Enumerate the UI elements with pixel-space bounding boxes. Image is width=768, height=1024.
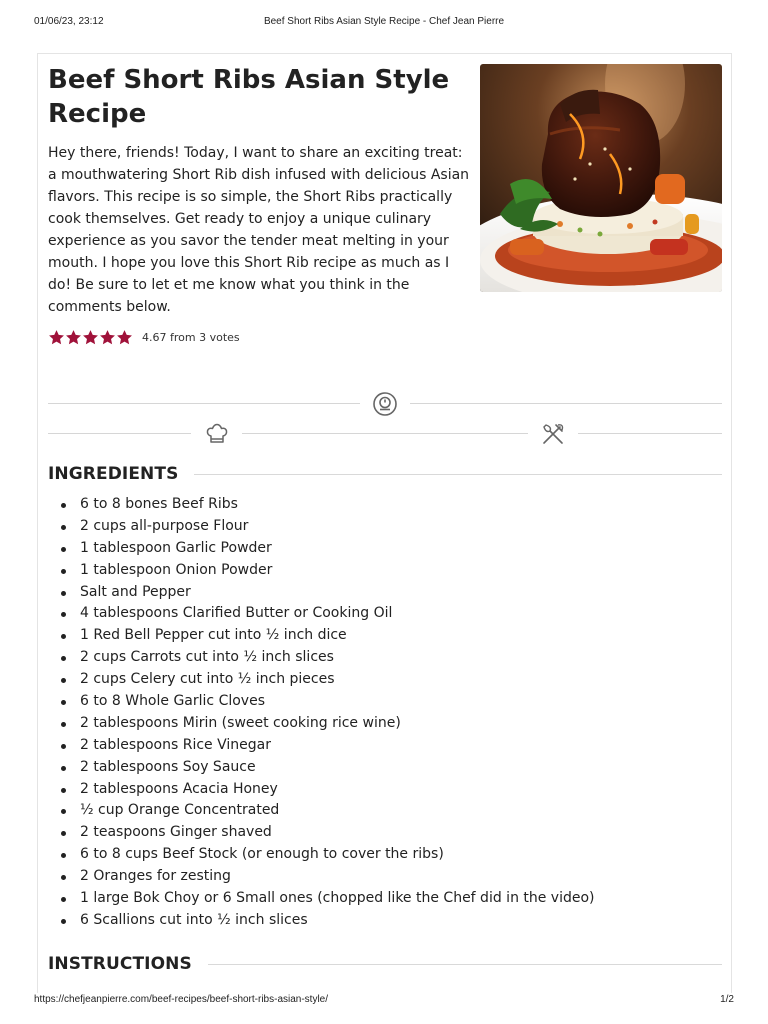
recipe-hero-image xyxy=(480,64,722,292)
ingredient-item xyxy=(48,822,708,844)
ingredient-text: 2 cups all-purpose Flour xyxy=(80,517,249,534)
ingredient-item xyxy=(48,603,708,625)
ingredient-text: 1 Red Bell Pepper cut into ½ inch dice xyxy=(80,627,347,644)
ingredient-text: 4 tablespoons Clarified Butter or Cooking Oil xyxy=(80,605,393,622)
ingredient-item xyxy=(48,735,708,757)
bullet xyxy=(61,853,66,858)
bullet xyxy=(61,722,66,727)
bullet xyxy=(61,591,66,596)
ingredient-item xyxy=(48,538,708,560)
ingredient-item xyxy=(48,800,708,822)
ingredient-text: ½ cup Orange Concentrated xyxy=(80,802,280,819)
star-icon[interactable] xyxy=(99,329,116,346)
bullet xyxy=(61,831,66,836)
star-icon[interactable] xyxy=(116,329,133,346)
bullet xyxy=(61,919,66,924)
ingredient-item xyxy=(48,669,708,691)
ingredients-title: INGREDIENTS xyxy=(48,464,179,484)
ingredient-item xyxy=(48,844,708,866)
ingredient-item xyxy=(48,516,708,538)
ingredient-item xyxy=(48,757,708,779)
ingredient-text: 2 tablespoons Rice Vinegar xyxy=(80,736,271,753)
ingredient-text: 2 tablespoons Soy Sauce xyxy=(80,758,256,775)
ingredient-text: 2 tablespoons Acacia Honey xyxy=(80,780,278,797)
bullet xyxy=(61,875,66,880)
print-page-title: Beef Short Ribs Asian Style Recipe - Chef Jean Pierre xyxy=(263,16,505,27)
rating-stars[interactable] xyxy=(48,329,133,346)
divider-line xyxy=(242,433,528,434)
ingredient-text: 1 large Bok Choy or 6 Small ones (chopped like the Chef did in the video) xyxy=(80,890,595,907)
divider-line xyxy=(48,403,360,404)
instructions-title: INSTRUCTIONS xyxy=(48,954,192,974)
rating-text: 4.67 from 3 votes xyxy=(142,330,240,344)
divider-line xyxy=(48,433,191,434)
divider-line xyxy=(410,403,722,404)
divider-row-servings xyxy=(48,421,722,447)
section-rule xyxy=(194,474,722,475)
ingredient-item xyxy=(48,582,708,604)
bullet xyxy=(61,569,66,574)
section-rule xyxy=(208,964,722,965)
bullet xyxy=(61,503,66,508)
ingredient-item xyxy=(48,779,708,801)
ingredient-item xyxy=(48,866,708,888)
ingredient-item xyxy=(48,560,708,582)
bullet xyxy=(61,744,66,749)
ingredient-text: 2 teaspoons Ginger shaved xyxy=(80,824,272,841)
print-datetime: 01/06/23, 23:12 xyxy=(34,16,104,27)
ingredient-text: 1 tablespoon Onion Powder xyxy=(80,561,273,578)
bullet xyxy=(61,612,66,617)
bullet xyxy=(61,897,66,902)
ingredient-text: 6 to 8 cups Beef Stock (or enough to cover the ribs) xyxy=(80,846,444,863)
instructions-header xyxy=(48,952,722,976)
divider-line xyxy=(578,433,722,434)
ingredient-item xyxy=(48,713,708,735)
ingredient-item xyxy=(48,888,708,910)
print-page-number: 1/2 xyxy=(720,994,734,1005)
ingredient-text: 2 tablespoons Mirin (sweet cooking rice wine) xyxy=(80,714,401,731)
chef-hat-icon xyxy=(204,421,230,447)
ingredient-text: 6 to 8 Whole Garlic Cloves xyxy=(80,693,265,710)
bullet xyxy=(61,525,66,530)
bullet xyxy=(61,678,66,683)
ingredient-text: 1 tablespoon Garlic Powder xyxy=(80,539,272,556)
bullet xyxy=(61,700,66,705)
ingredient-item xyxy=(48,691,708,713)
divider-row-times xyxy=(48,391,722,417)
ingredient-text: Salt and Pepper xyxy=(80,583,191,600)
timer-icon xyxy=(372,391,398,417)
ingredient-text: 6 to 8 bones Beef Ribs xyxy=(80,496,238,512)
bullet xyxy=(61,547,66,552)
ingredient-text: 6 Scallions cut into ½ inch slices xyxy=(80,911,308,928)
ingredient-item xyxy=(48,647,708,669)
bullet xyxy=(61,656,66,661)
bullet xyxy=(61,809,66,814)
ingredient-item xyxy=(48,910,708,932)
star-icon[interactable] xyxy=(48,329,65,346)
ingredient-item xyxy=(48,494,708,516)
recipe-intro: Hey there, friends! Today, I want to share an exciting treat: a mouthwatering Short Rib dish infused with delicious Asian flavors. This recipe is so simple, the Short Ribs practically cook themselves. Get ready to enjoy a unique culinary experience as you savor the tender meat melting in your mouth. I hope you love this Short Rib recipe as much as I do! Be sure to let et me know what you think in the comments below. xyxy=(48,145,470,315)
star-icon[interactable] xyxy=(82,329,99,346)
star-icon[interactable] xyxy=(65,329,82,346)
print-url: https://chefjeanpierre.com/beef-recipes/beef-short-ribs-asian-style/ xyxy=(34,994,329,1005)
ingredients-header xyxy=(48,462,722,486)
ingredients-list xyxy=(48,494,708,932)
bullet xyxy=(61,634,66,639)
fork-knife-icon xyxy=(540,421,566,447)
ingredient-text: 2 cups Celery cut into ½ inch pieces xyxy=(80,671,335,688)
bullet xyxy=(61,788,66,793)
bullet xyxy=(61,766,66,771)
recipe-rating xyxy=(48,328,240,346)
ingredient-text: 2 Oranges for zesting xyxy=(80,868,231,885)
ingredient-text: 2 cups Carrots cut into ½ inch slices xyxy=(80,649,334,666)
recipe-title: Beef Short Ribs Asian Style Recipe xyxy=(48,65,450,129)
ingredient-item xyxy=(48,625,708,647)
